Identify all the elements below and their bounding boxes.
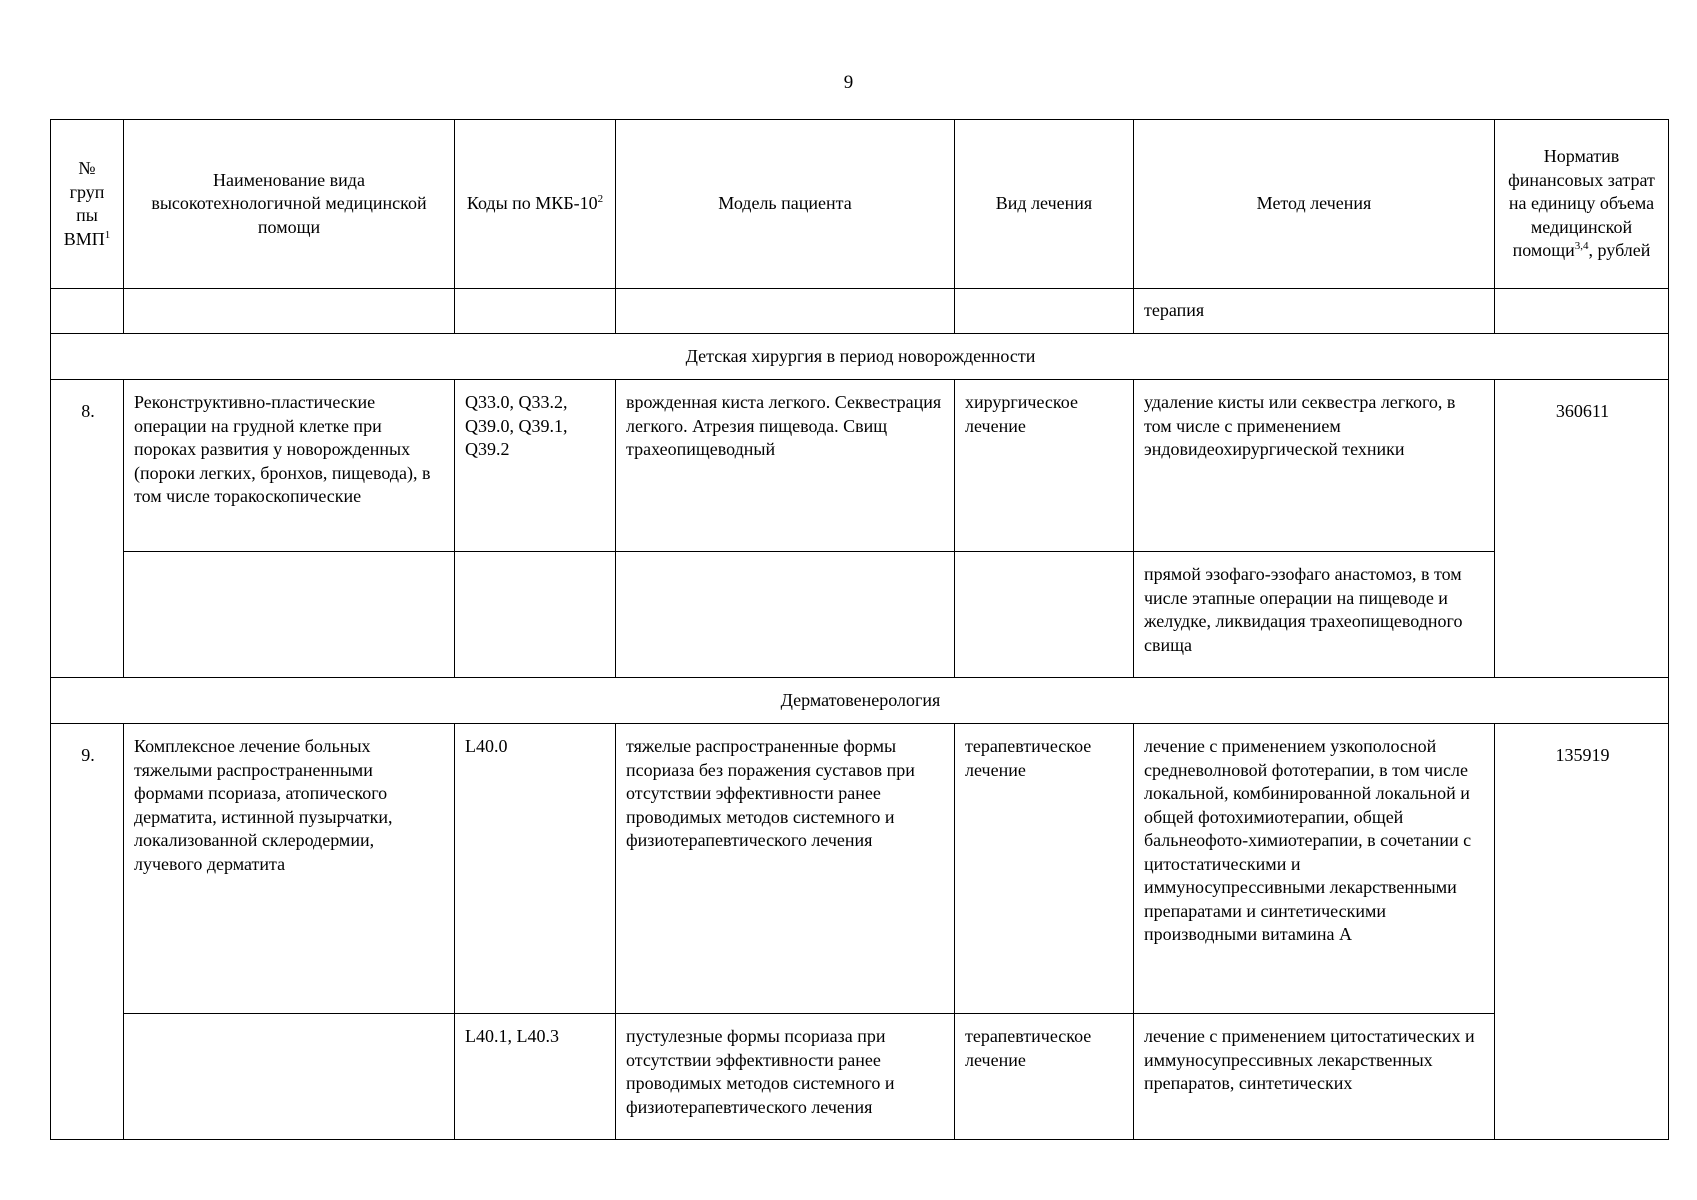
treatment-method: прямой эзофаго-эзофаго анастомоз, в том числе этапные операции на пищеводе и желудке, ликвидация трахеопищеводного свища <box>1134 552 1495 678</box>
icd-codes <box>455 552 616 678</box>
patient-model: тяжелые распространенные формы псориаза без поражения суставов при отсутствии эффективности ранее проводимых методов системного и физиотерапевтического лечения <box>616 724 955 1014</box>
patient-model <box>616 552 955 678</box>
treatment-method: лечение с применением цитостатических и иммуносупрессивных лекарственных препаратов, синтетических <box>1134 1014 1495 1140</box>
vmp-table <box>50 119 1669 1140</box>
table-row <box>51 552 1669 678</box>
header-name: Наименование вида высокотехнологичной медицинской помощи <box>124 120 455 289</box>
group-number: 8. <box>51 380 124 678</box>
table-row <box>51 724 1669 1014</box>
treatment-method: лечение с применением узкополосной средневолновой фототерапии, в том числе локальной, комбинированной локальной и общей фотохимиотерапии, общей бальнеофото-химиотерапии, в сочетании с цитостатическими и иммуносупрессивными лекарственными препаратами и синтетическими производными витамина А <box>1134 724 1495 1014</box>
icd-codes: L40.0 <box>455 724 616 1014</box>
header-method: Метод лечения <box>1134 120 1495 289</box>
treatment-type <box>955 552 1134 678</box>
header-group-number: № груп пы ВМП$^1$ <box>51 120 124 289</box>
header-row <box>51 120 1669 289</box>
treatment-type: терапевтическое лечение <box>955 1014 1134 1140</box>
page-number: 9 <box>843 72 854 93</box>
table-header <box>51 120 1669 289</box>
header-codes: Коды по МКБ-$10^2$ <box>455 120 616 289</box>
treatment-method: удаление кисты или секвестра легкого, в том числе с применением эндовидеохирургической техники <box>1134 380 1495 552</box>
section-title: Дерматовенерология <box>51 678 1669 724</box>
group-number: 9. <box>51 724 124 1140</box>
patient-model: пустулезные формы псориаза при отсутствии эффективности ранее проводимых методов системного и физиотерапевтического лечения <box>616 1014 955 1140</box>
section-row <box>51 334 1669 380</box>
header-model: Модель пациента <box>616 120 955 289</box>
continuation-row <box>51 289 1669 334</box>
header-cost: Норматив финансовых затрат на единицу объема медицинской помощи$^{3,4}$, рублей <box>1495 120 1669 289</box>
table-row <box>51 380 1669 552</box>
cost-norm: 360611 <box>1495 380 1669 678</box>
icd-codes: L40.1, L40.3 <box>455 1014 616 1140</box>
treatment-type: хирургическое лечение <box>955 380 1134 552</box>
treatment-type: терапевтическое лечение <box>955 724 1134 1014</box>
header-treatment-type: Вид лечения <box>955 120 1134 289</box>
group-name: Комплексное лечение больных тяжелыми распространенными формами псориаза, атопического дерматита, истинной пузырчатки, локализованной склеродермии, лучевого дерматита <box>124 724 455 1014</box>
table-row <box>51 1014 1669 1140</box>
icd-codes: Q33.0, Q33.2, Q39.0, Q39.1, Q39.2 <box>455 380 616 552</box>
cost-norm: 135919 <box>1495 724 1669 1140</box>
section-title: Детская хирургия в период новорожденности <box>51 334 1669 380</box>
patient-model: врожденная киста легкого. Секвестрация легкого. Атрезия пищевода. Свищ трахеопищеводный <box>616 380 955 552</box>
group-name: Реконструктивно-пластические операции на грудной клетке при пороках развития у новорожденных (пороки легких, бронхов, пищевода), в том числе торакоскопические <box>124 380 455 552</box>
section-row <box>51 678 1669 724</box>
continuation-method: терапия <box>1134 289 1495 334</box>
